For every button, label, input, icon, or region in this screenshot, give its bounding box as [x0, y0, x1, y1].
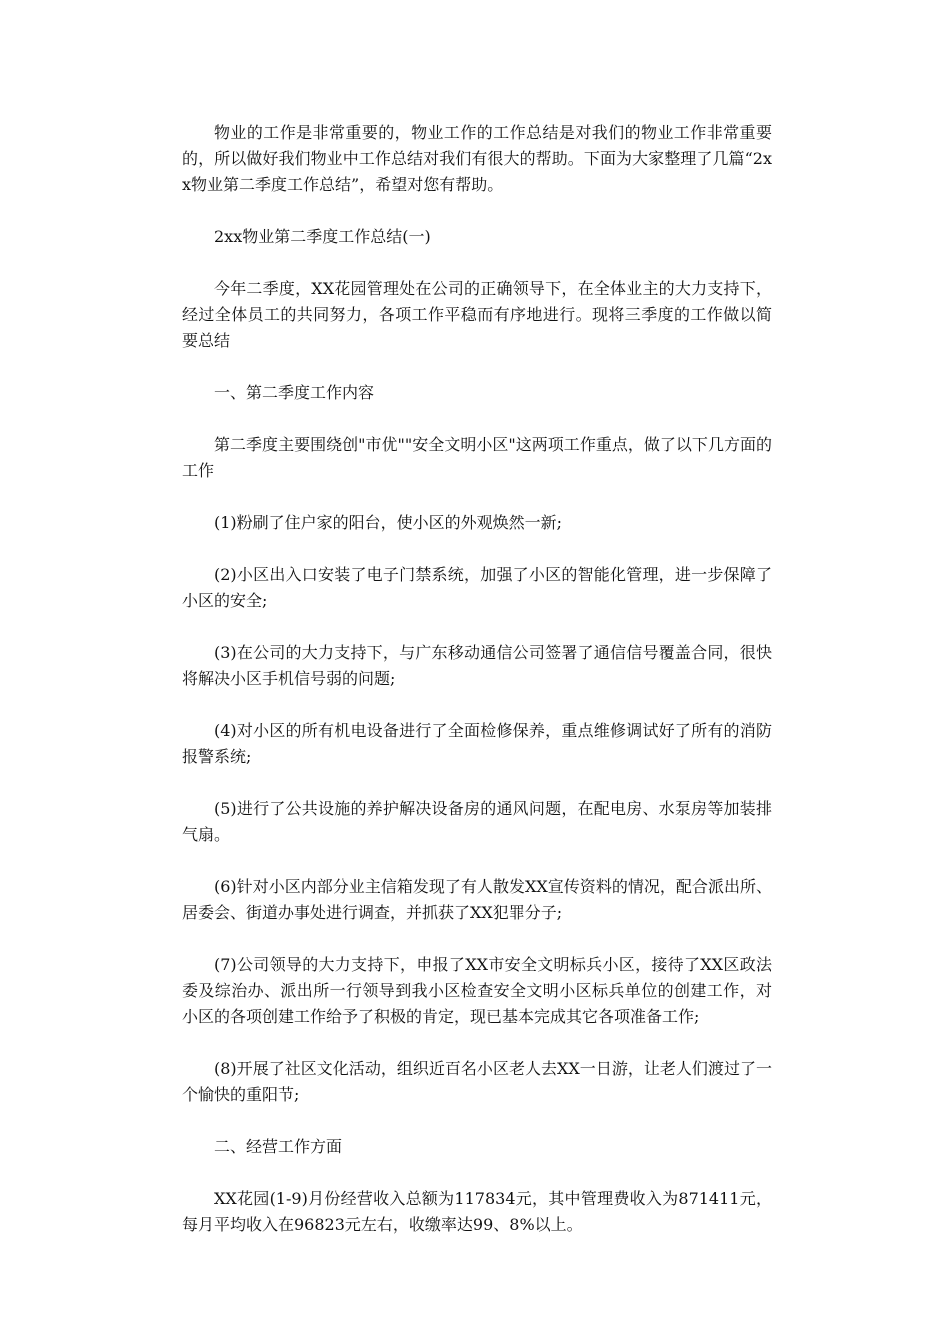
list-item-1: (1)粉刷了住户家的阳台，使小区的外观焕然一新; [214, 513, 563, 532]
work-focus-paragraph: 第二季度主要围绕创"市优""安全文明小区"这两项工作重点，做了以下几方面的工作 [182, 435, 772, 480]
list-item-3: (3)在公司的大力支持下，与广东移动通信公司签署了通信信号覆盖合同，很快将解决小区手机信号弱的问题; [182, 643, 772, 688]
list-item-8: (8)开展了社区文化活动，组织近百名小区老人去XX一日游，让老人们渡过了一个愉快的重阳节; [182, 1059, 772, 1104]
revenue-paragraph: XX花园(1-9)月份经营收入总额为117834元，其中管理费收入为871411元，每月平均收入在96823元左右，收缴率达99、8%以上。 [182, 1189, 772, 1234]
document-body [182, 120, 772, 1264]
list-item-4: (4)对小区的所有机电设备进行了全面检修保养，重点维修调试好了所有的消防报警系统; [182, 721, 772, 766]
summary-paragraph: 今年二季度，XX花园管理处在公司的正确领导下，在全体业主的大力支持下，经过全体员工的共同努力，各项工作平稳而有序地进行。现将三季度的工作做以简要总结 [182, 279, 772, 350]
section-title: 2xx物业第二季度工作总结(一) [214, 227, 431, 246]
list-item-7: (7)公司领导的大力支持下，申报了XX市安全文明标兵小区，接待了XX区政法委及综治办、派出所一行领导到我小区检查安全文明小区标兵单位的创建工作，对小区的各项创建工作给予了积极的肯定，现已基本完成其它各项准备工作; [182, 955, 772, 1026]
list-item-6: (6)针对小区内部分业主信箱发现了有人散发XX宣传资料的情况，配合派出所、居委会、街道办事处进行调查，并抓获了XX犯罪分子; [182, 877, 772, 922]
heading-work-content: 一、第二季度工作内容 [214, 383, 375, 402]
list-item-5: (5)进行了公共设施的养护解决设备房的通风问题，在配电房、水泵房等加装排气扇。 [182, 799, 772, 844]
list-item-2: (2)小区出入口安装了电子门禁系统，加强了小区的智能化管理，进一步保障了小区的安全; [182, 565, 772, 610]
intro-paragraph: 物业的工作是非常重要的，物业工作的工作总结是对我们的物业工作非常重要的，所以做好我们物业中工作总结对我们有很大的帮助。下面为大家整理了几篇“2xx物业第二季度工作总结”，希望对您有帮助。 [182, 123, 772, 194]
heading-operations: 二、经营工作方面 [214, 1137, 343, 1156]
